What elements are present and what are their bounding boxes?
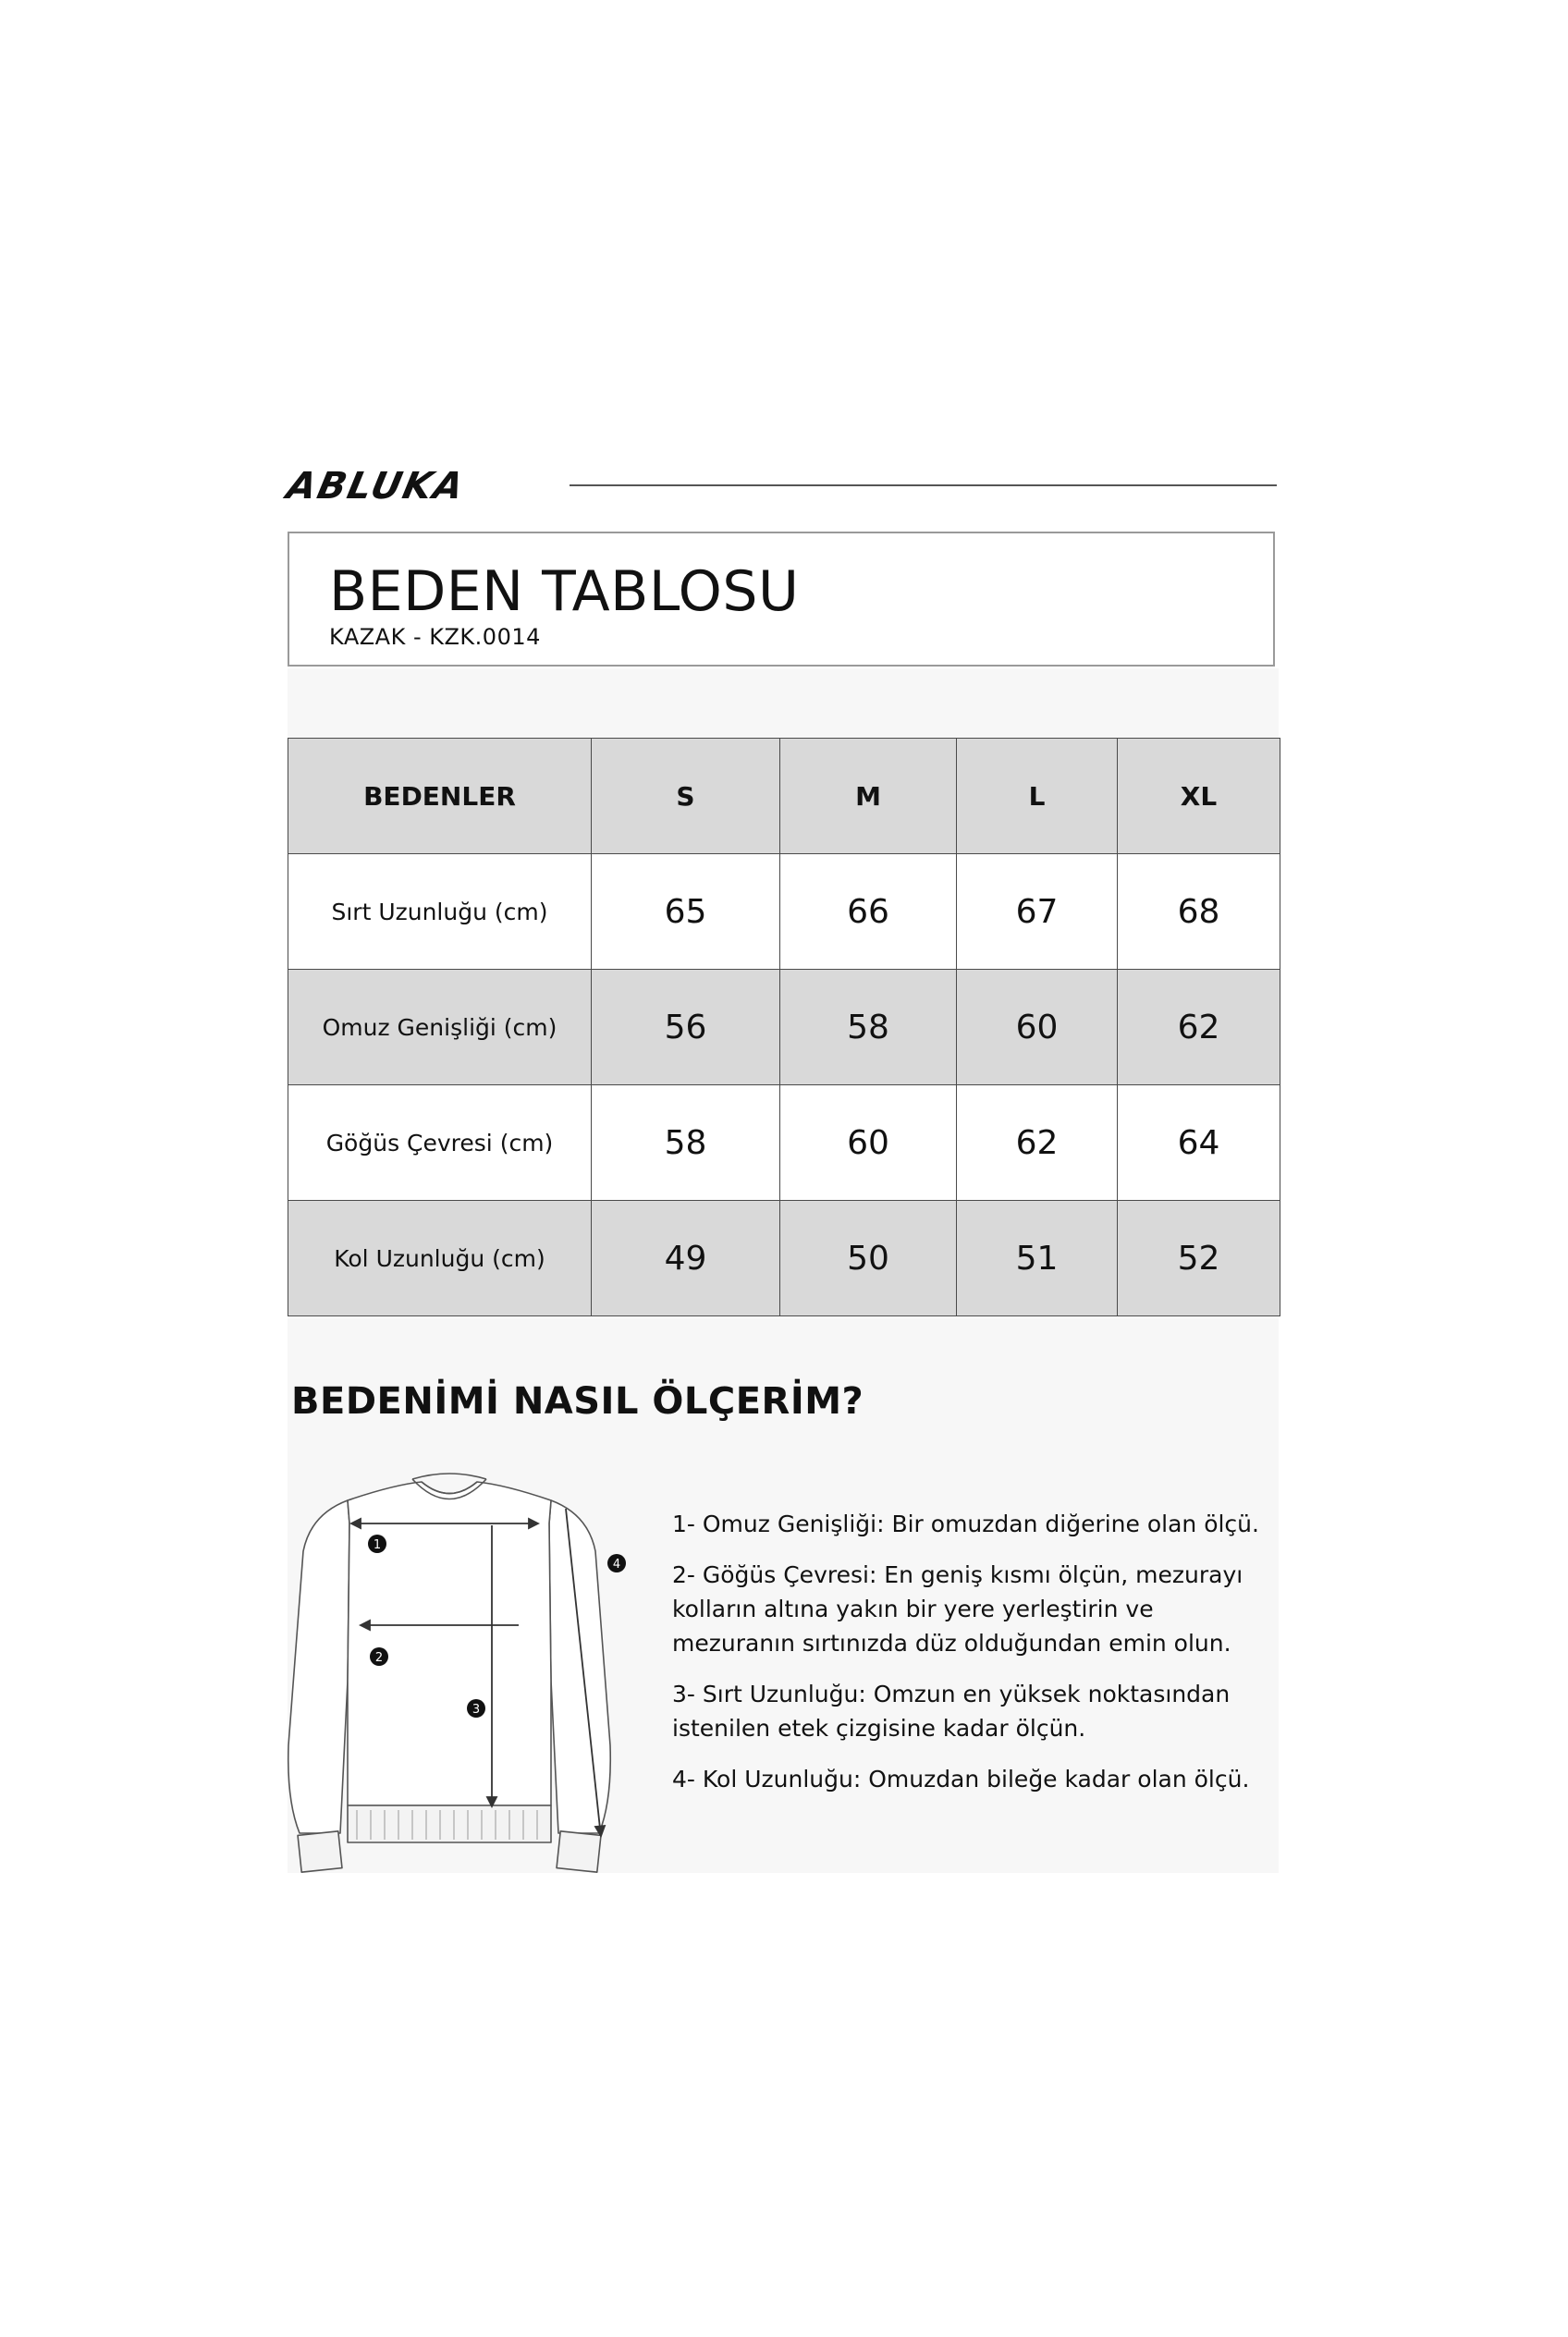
instruction-shoulder: 1- Omuz Genişliği: Bir omuzdan diğerine olan ölçü. bbox=[672, 1511, 1259, 1537]
table-cell: 56 bbox=[592, 970, 780, 1085]
table-cell: 58 bbox=[780, 970, 957, 1085]
table-cell: 50 bbox=[780, 1201, 957, 1316]
header-cell-m: M bbox=[780, 739, 957, 854]
row-label: Kol Uzunluğu (cm) bbox=[288, 1201, 592, 1316]
background-band bbox=[288, 668, 1279, 738]
header-cell-s: S bbox=[592, 739, 780, 854]
table-cell: 52 bbox=[1118, 1201, 1280, 1316]
table-cell: 68 bbox=[1118, 854, 1280, 970]
table-cell: 58 bbox=[592, 1085, 780, 1201]
header-cell-sizes: BEDENLER bbox=[288, 739, 592, 854]
diagram-marker-3 bbox=[467, 1699, 485, 1718]
instruction-chest: 2- Göğüs Çevresi: En geniş kısmı ölçün, mezurayı kolların altına yakın bir yere yerleştirin ve mezuranın sırtınızda düz olduğundan emin olun. bbox=[672, 1561, 1243, 1657]
diagram-marker-2 bbox=[370, 1647, 388, 1666]
measurement-instructions bbox=[672, 1507, 1273, 1813]
row-label: Sırt Uzunluğu (cm) bbox=[288, 854, 592, 970]
diagram-marker-4 bbox=[607, 1554, 626, 1572]
svg-text:3: 3 bbox=[472, 1703, 481, 1717]
table-row bbox=[288, 970, 1280, 1085]
svg-text:4: 4 bbox=[612, 1558, 621, 1572]
table-cell: 49 bbox=[592, 1201, 780, 1316]
table-row bbox=[288, 1201, 1280, 1316]
table-cell: 60 bbox=[957, 970, 1118, 1085]
header-divider bbox=[570, 484, 1277, 486]
title-box bbox=[288, 532, 1275, 667]
svg-text:1: 1 bbox=[373, 1538, 382, 1552]
table-row bbox=[288, 1085, 1280, 1201]
svg-text:2: 2 bbox=[374, 1651, 384, 1665]
header-cell-l: L bbox=[957, 739, 1118, 854]
row-label: Göğüs Çevresi (cm) bbox=[288, 1085, 592, 1201]
instruction-back-length: 3- Sırt Uzunluğu: Omzun en yüksek noktasından istenilen etek çizgisine kadar ölçün. bbox=[672, 1681, 1231, 1742]
brand-logo: ABLUKA bbox=[283, 465, 470, 508]
table-cell: 51 bbox=[957, 1201, 1118, 1316]
table-cell: 62 bbox=[1118, 970, 1280, 1085]
diagram-marker-1 bbox=[368, 1535, 386, 1553]
header-cell-xl: XL bbox=[1118, 739, 1280, 854]
table-cell: 66 bbox=[780, 854, 957, 970]
instruction-sleeve: 4- Kol Uzunluğu: Omuzdan bileğe kadar olan ölçü. bbox=[672, 1766, 1250, 1793]
product-code: KAZAK - KZK.0014 bbox=[329, 624, 541, 650]
table-cell: 64 bbox=[1118, 1085, 1280, 1201]
table-header-row bbox=[288, 739, 1280, 854]
table-cell: 67 bbox=[957, 854, 1118, 970]
sweater-diagram bbox=[283, 1468, 634, 1875]
row-label: Omuz Genişliği (cm) bbox=[288, 970, 592, 1085]
table-cell: 62 bbox=[957, 1085, 1118, 1201]
table-row bbox=[288, 854, 1280, 970]
page-title: BEDEN TABLOSU bbox=[329, 559, 800, 624]
table-cell: 60 bbox=[780, 1085, 957, 1201]
section-title: BEDENİMİ NASIL ÖLÇERİM? bbox=[291, 1380, 864, 1423]
table-cell: 65 bbox=[592, 854, 780, 970]
size-table bbox=[288, 738, 1280, 1316]
